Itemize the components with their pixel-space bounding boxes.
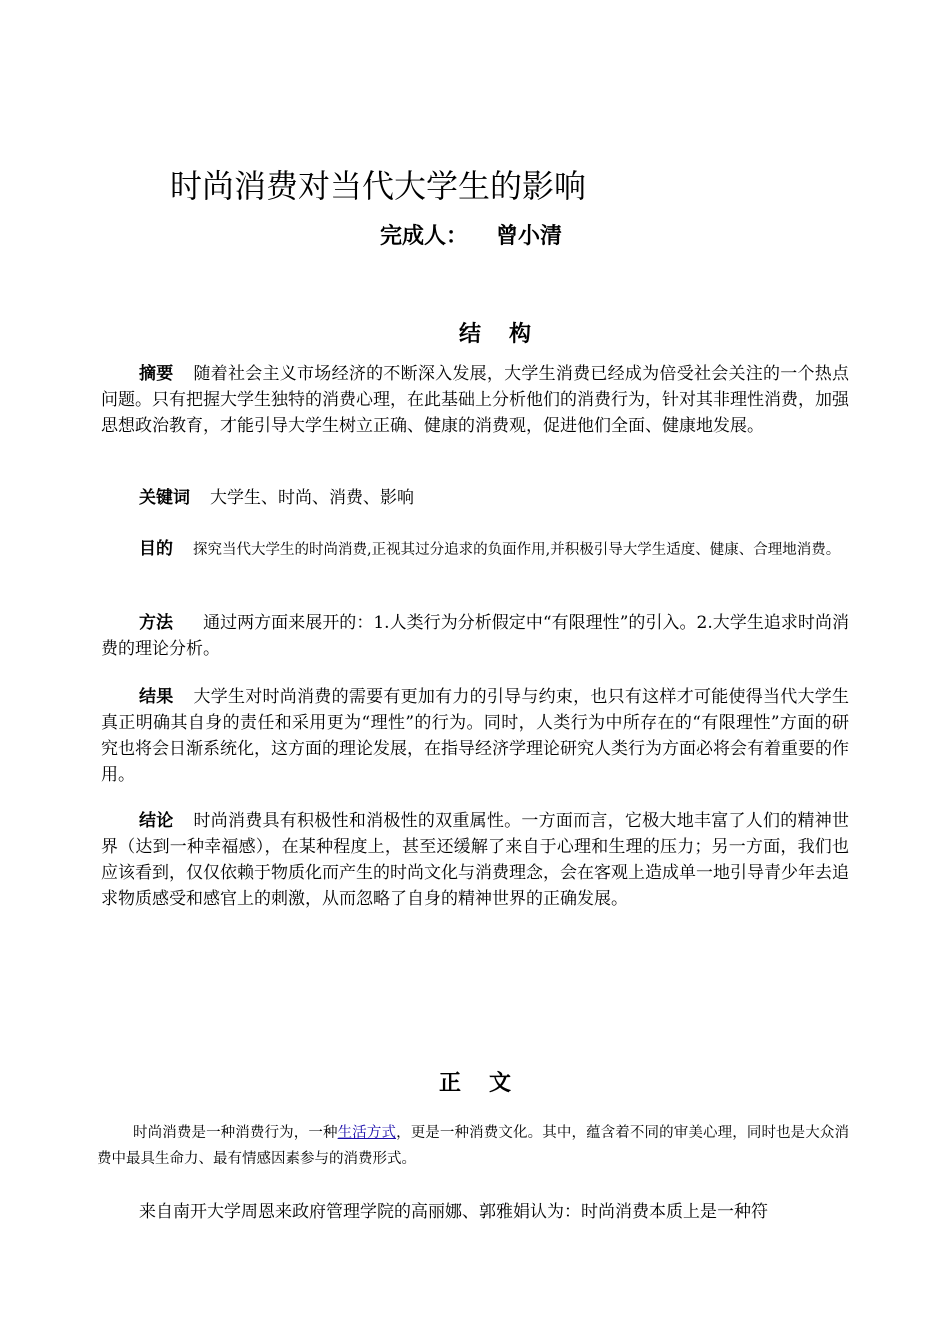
method-paragraph — [101, 610, 849, 662]
method-label: 方法 — [139, 613, 174, 633]
result-paragraph — [101, 684, 849, 788]
body-p1-after: ，更是一种消费文化。其中，蕴含着不同的审美心理，同时也是大众消费中最具生命力、最有情感因素参与的消费形式。 — [97, 1125, 850, 1167]
structure-heading-char1: 结 — [458, 322, 481, 347]
body-paragraph-1 — [97, 1120, 849, 1172]
purpose-paragraph — [101, 536, 849, 563]
conclusion-paragraph — [101, 808, 849, 912]
conclusion-text: 时尚消费具有积极性和消极性的双重属性。一方面而言，它极大地丰富了人们的精神世界（达到一种幸福感），在某种程度上，甚至还缓解了来自于心理和生理的压力；另一方面，我们也应该看到，仅仅依赖于物质化而产生的时尚文化与消费理念，会在客观上造成单一地引导青少年去追求物质感受和感官上的刺激，从而忽略了自身的精神世界的正确发展。 — [101, 811, 850, 909]
abstract-label: 摘要 — [139, 364, 174, 384]
body-heading-char1: 正 — [438, 1071, 461, 1096]
body-heading-char2: 文 — [489, 1071, 512, 1096]
author-name: 曾小清 — [496, 224, 563, 249]
body-p1-before: 时尚消费是一种消费行为，一种 — [133, 1125, 338, 1141]
purpose-label: 目的 — [139, 539, 173, 559]
lifestyle-link[interactable]: 生活方式 — [337, 1125, 397, 1141]
result-label: 结果 — [139, 687, 174, 707]
structure-heading — [20, 320, 950, 350]
conclusion-label: 结论 — [139, 811, 174, 831]
result-text: 大学生对时尚消费的需要有更加有力的引导与约束，也只有这样才可能使得当代大学生真正明确其自身的责任和采用更为“理性”的行为。同时，人类行为中所存在的“有限理性”方面的研究也将会日渐系统化，这方面的理论发展，在指导经济学理论研究人类行为方面必将会有着重要的作用。 — [101, 687, 850, 785]
abstract-paragraph — [101, 361, 849, 439]
author-line — [380, 222, 562, 252]
document-title: 时尚消费对当代大学生的影响 — [170, 167, 587, 205]
method-text: 通过两方面来展开的：1.人类行为分析假定中“有限理性”的引入。2.大学生追求时尚消费的理论分析。 — [101, 613, 849, 659]
body-heading — [0, 1069, 950, 1099]
purpose-text: 探究当代大学生的时尚消费,正视其过分追求的负面作用,并积极引导大学生适度、健康、合理地消费。 — [193, 542, 841, 558]
structure-heading-char2: 构 — [509, 322, 532, 347]
keywords-label: 关键词 — [139, 488, 190, 508]
body-paragraph-2: 来自南开大学周恩来政府管理学院的高丽娜、郭雅娟认为：时尚消费本质上是一种符 — [139, 1202, 768, 1222]
author-label: 完成人： — [380, 224, 469, 249]
abstract-text: 随着社会主义市场经济的不断深入发展，大学生消费已经成为倍受社会关注的一个热点问题。只有把握大学生独特的消费心理，在此基础上分析他们的消费行为，针对其非理性消费，加强思想政治教育，才能引导大学生树立正确、健康的消费观，促进他们全面、健康地发展。 — [101, 364, 850, 436]
keywords-paragraph — [101, 485, 849, 511]
keywords-text: 大学生、时尚、消费、影响 — [210, 488, 414, 508]
